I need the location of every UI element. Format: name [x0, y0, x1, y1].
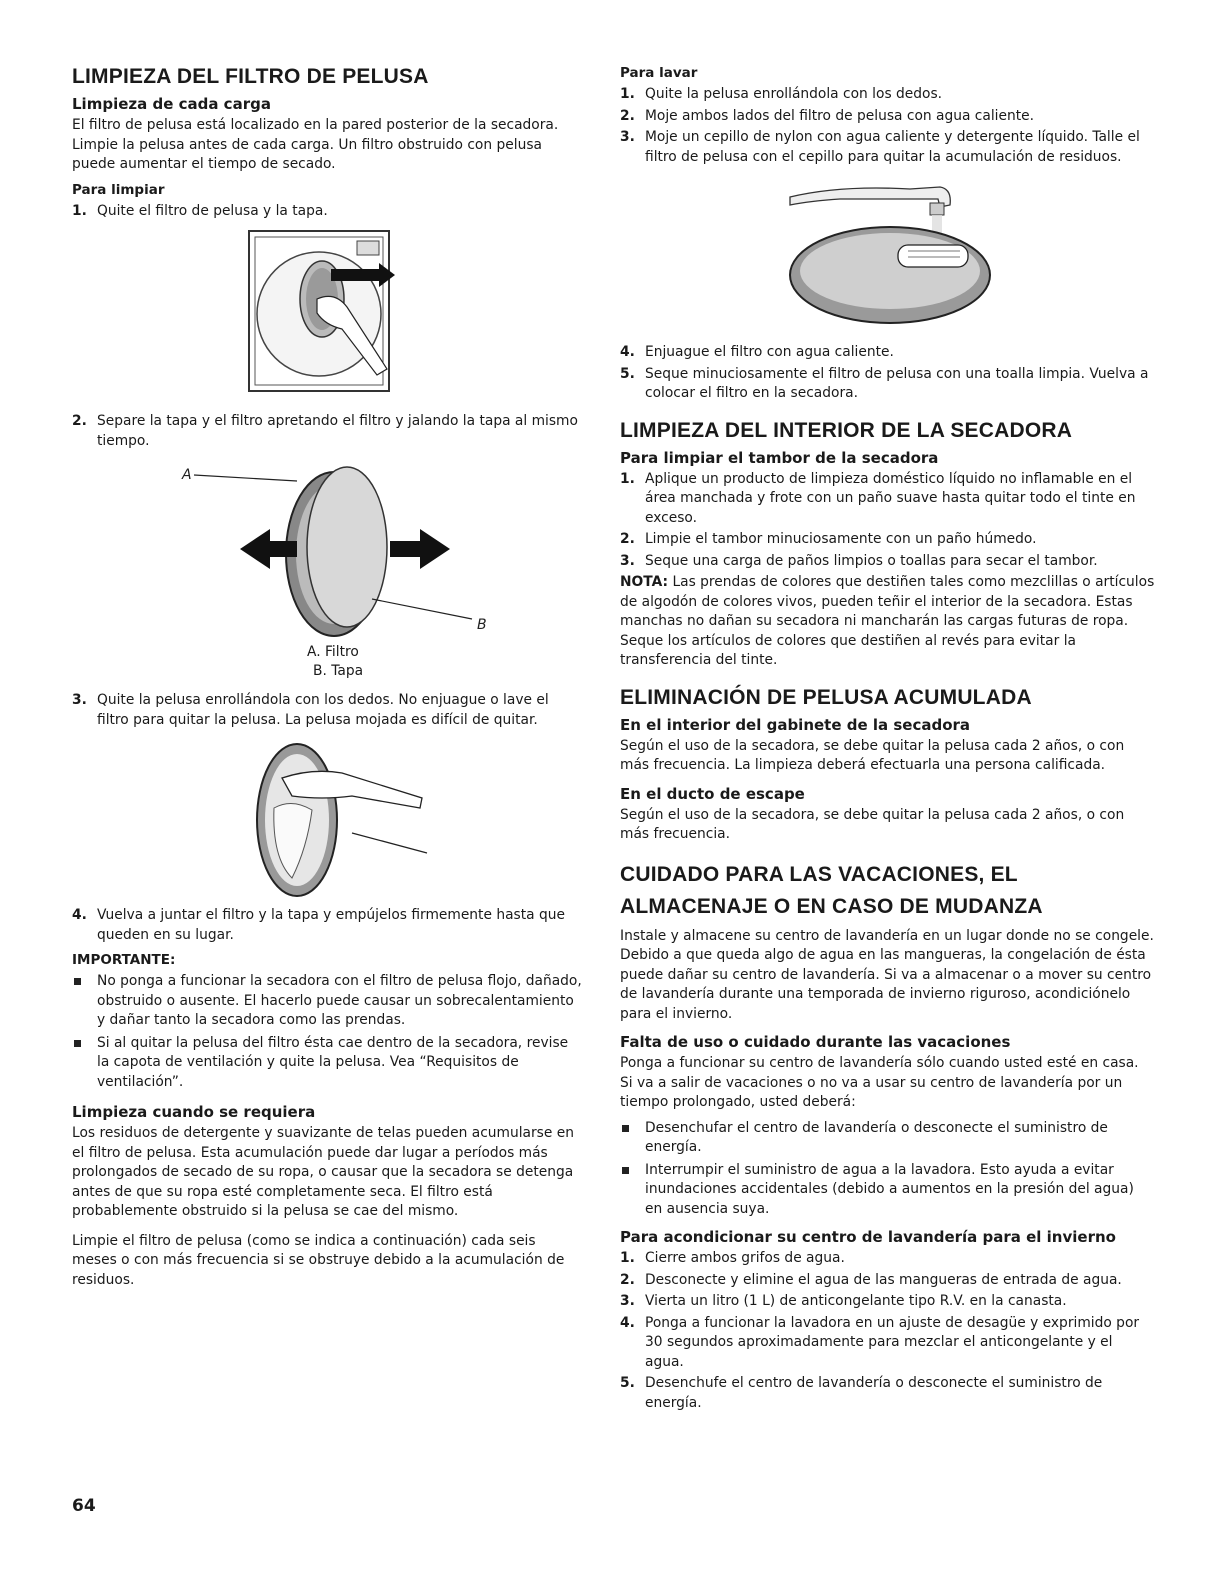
to-wash-heading: Para lavar — [620, 65, 698, 81]
figure-separate-filter — [72, 459, 582, 639]
wash-step: 5. Seque minuciosamente el filtro de pelusa con una toalla limpia. Vuelva a colocar el filtro en la secadora. — [620, 365, 1149, 401]
bullet-icon — [622, 1167, 629, 1174]
cabinet-paragraph: Según el uso de la secadora, se debe quitar la pelusa cada 2 años, o con más frecuencia. La limpieza deberá efectuarla una persona calificada. — [620, 737, 1125, 773]
winter-step: 1. Cierre ambos grifos de agua. — [620, 1250, 845, 1266]
clean-steps-2 — [72, 412, 582, 451]
wash-steps-b — [620, 343, 1155, 404]
winter-step: 3. Vierta un litro (1 L) de anticongelante tipo R.V. en la canasta. — [620, 1293, 1067, 1309]
right-column — [620, 64, 1155, 1415]
section-title-lint-filter: LIMPIEZA DEL FILTRO DE PELUSA — [72, 65, 429, 88]
winter-step: 5. Desenchufe el centro de lavandería o desconecte el suministro de energía. — [620, 1375, 1103, 1411]
wash-step: 1. Quite la pelusa enrollándola con los dedos. — [620, 86, 943, 102]
important-item: Si al quitar la pelusa del filtro ésta cae dentro de la secadora, revise la capota de ventilación y quite la pelusa. Vea “Requisitos de ventilación”. — [72, 1034, 582, 1093]
note-label: NOTA: — [620, 574, 669, 590]
exhaust-heading: En el ducto de escape — [620, 784, 805, 803]
remove-filter-illustration — [247, 229, 397, 404]
to-clean-heading: Para limpiar — [72, 181, 165, 198]
drum-step: 1. Aplique un producto de limpieza doméstico líquido no inflamable en el área manchada y frote con un paño suave hasta quitar todo el tinte en exceso. — [620, 470, 1136, 526]
clean-step-1: 1. Quite el filtro de pelusa y la tapa. — [72, 202, 328, 219]
roll-lint-illustration — [252, 738, 452, 898]
vacation-intro: Instale y almacene su centro de lavandería en un lugar donde no se congele. Debido a que queda algo de agua en las mangueras, la congelación de ésta puede dañar su centro de lavandería. Si va a almacenar o a mover su centro de lavandería durante una temporada de invierno riguroso, acondiciónelo para el invierno. — [620, 927, 1154, 1022]
when-needed-paragraph-2: Limpie el filtro de pelusa (como se indica a continuación) cada seis meses o con más frecuencia si se obstruye debido a la acumulación de residuos. — [72, 1232, 565, 1288]
wash-steps-a — [620, 85, 1155, 167]
important-heading: IMPORTANTE: — [72, 952, 176, 968]
subheading-each-load: Limpieza de cada carga — [72, 95, 271, 113]
section-title-interior: LIMPIEZA DEL INTERIOR DE LA SECADORA — [620, 418, 1073, 442]
caption-a: A. Filtro — [307, 644, 359, 660]
figure-wash-filter — [780, 175, 1000, 335]
winter-step: 2. Desconecte y elimine el agua de las mangueras de entrada de agua. — [620, 1271, 1122, 1288]
note-paragraph — [620, 573, 1155, 671]
drum-heading: Para limpiar el tambor de la secadora — [620, 448, 939, 467]
clean-step-3: 3. Quite la pelusa enrollándola con los dedos. No enjuague o lave el filtro para quitar la pelusa. La pelusa mojada es difícil de quitar. — [72, 692, 549, 728]
clean-step-4: 4. Vuelva a juntar el filtro y la tapa y empújelos firmemente hasta que queden en su lugar. — [72, 907, 565, 943]
nonuse-heading: Falta de uso o cuidado durante las vacaciones — [620, 1033, 1011, 1051]
wash-step: 4. Enjuague el filtro con agua caliente. — [620, 344, 894, 360]
wash-filter-illustration — [780, 175, 1000, 335]
caption-b: B. Tapa — [313, 663, 364, 679]
note-text: Las prendas de colores que destiñen tales como mezclillas o artículos de algodón de colores vivos, pueden teñir el interior de la secadora. Estas manchas no dañan su secadora ni mancharán las cargas futuras de ropa. Seque los artículos de colores que destiñen al revés para evitar la transferencia del tinte. — [620, 574, 1155, 668]
section-title-vacation: CUIDADO PARA LAS VACACIONES, EL ALMACENAJE O EN CASO DE MUDANZA — [620, 862, 1043, 918]
clean-steps-1 — [72, 202, 582, 222]
wash-step: 2. Moje ambos lados del filtro de pelusa con agua caliente. — [620, 107, 1035, 124]
winter-heading: Para acondicionar su centro de lavandería para el invierno — [620, 1228, 1116, 1246]
left-column — [72, 64, 582, 1296]
important-list — [72, 972, 582, 1092]
bullet-icon — [74, 978, 81, 985]
figure-remove-filter — [247, 229, 397, 404]
important-item: No ponga a funcionar la secadora con el filtro de pelusa flojo, dañado, obstruido o ausente. El hacerlo puede causar un sobrecalentamiento y dañar tanto la secadora como las prendas. — [72, 972, 582, 1031]
drum-steps — [620, 470, 1155, 572]
nonuse-list — [620, 1119, 1155, 1220]
winter-steps — [620, 1249, 1155, 1413]
exhaust-paragraph: Según el uso de la secadora, se debe quitar la pelusa cada 2 años, o con más frecuencia. — [620, 806, 1125, 842]
bullet-icon — [622, 1125, 629, 1132]
nonuse-item: Desenchufar el centro de lavandería o desconecte el suministro de energía. — [620, 1119, 1155, 1158]
clean-step-2: 2. Separe la tapa y el filtro apretando el filtro y jalando la tapa al mismo tiempo. — [72, 413, 578, 449]
figure-roll-lint — [252, 738, 452, 898]
winter-step: 4. Ponga a funcionar la lavadora en un ajuste de desagüe y exprimido por 30 segundos aproximadamente para mezclar el anticongelante y el agua. — [620, 1314, 1140, 1370]
page-number: 64 — [72, 1496, 96, 1516]
bullet-icon — [74, 1040, 81, 1047]
label-a: A — [182, 467, 192, 483]
label-b: B — [477, 617, 487, 633]
figure-caption — [307, 643, 582, 681]
drum-step: 3. Seque una carga de paños limpios o toallas para secar el tambor. — [620, 552, 1098, 569]
nonuse-paragraph: Ponga a funcionar su centro de lavandería sólo cuando usted esté en casa. Si va a salir de vacaciones o no va a usar su centro de lavandería por un tiempo prolongado, usted deberá: — [620, 1055, 1139, 1110]
clean-steps-4 — [72, 906, 582, 945]
nonuse-item: Interrumpir el suministro de agua a la lavadora. Esto ayuda a evitar inundaciones accidentales (debido a aumentos en la presión del agua) en ausencia suya. — [620, 1161, 1155, 1220]
drum-step: 2. Limpie el tambor minuciosamente con un paño húmedo. — [620, 531, 1037, 547]
cabinet-heading: En el interior del gabinete de la secadora — [620, 715, 971, 734]
when-needed-paragraph-1: Los residuos de detergente y suavizante de telas pueden acumularse en el filtro de pelusa. Esta acumulación puede dar lugar a períodos más prolongados de secado de su ropa, o causar que la secadora se detenga antes de que su ropa esté completamente seca. El filtro está probablemente obstruido si la pelusa se cae del mismo. — [72, 1125, 574, 1219]
separate-filter-illustration — [72, 459, 582, 639]
wash-step: 3. Moje un cepillo de nylon con agua caliente y detergente líquido. Talle el filtro de pelusa con el cepillo para quitar la acumulación de residuos. — [620, 129, 1140, 165]
when-needed-heading: Limpieza cuando se requiera — [72, 1103, 316, 1121]
clean-steps-3 — [72, 691, 582, 730]
intro-paragraph: El filtro de pelusa está localizado en la pared posterior de la secadora. Limpie la pelusa antes de cada carga. Un filtro obstruido con pelusa puede aumentar el tiempo de secado. — [72, 117, 559, 172]
section-title-removal: ELIMINACIÓN DE PELUSA ACUMULADA — [620, 685, 1032, 709]
